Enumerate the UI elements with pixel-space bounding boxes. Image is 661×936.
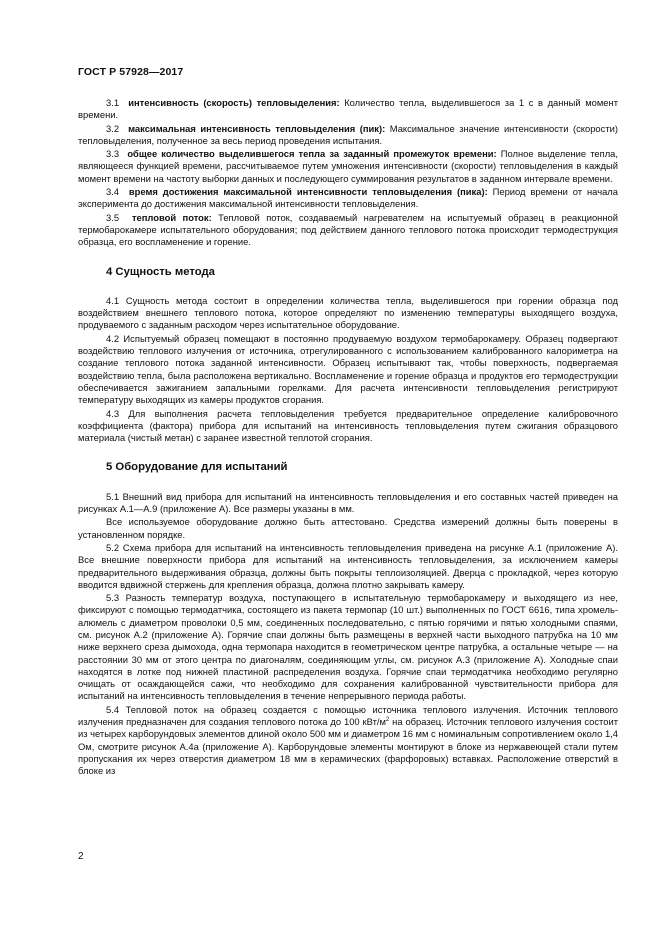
paragraph-4-2: 4.2 Испытуемый образец помещают в постоянно продуваемую воздухом термобарокамеру. Образец подвергают воздействию теплового излучения от источника, отрегулированного с использованием калиброванного калориметра на создание теплового потока заданной интенсивности. Образец испытывают так, чтобы поверхность, подвергаемая воздействию тепла, была расположена вертикально. Воспламенение и горение образца и продуктов его термодеструкции обеспечивается зажиганием запальными горелками. Для расчета интенсивности тепловыделения регистрируют температуру выходящих из камеры продуктов сгорания. [78, 332, 618, 406]
paragraph-5-4: 5.4 Тепловой поток на образец создается с помощью источника теплового излучения. Источник теплового излучения предназначен для создания теплового потока до 100 кВт/$м^2$ на образец. Источник теплового излучения состоит из четырех карборундовых элементов длиной около 500 мм и диаметром 16 мм с номинальным сопротивлением около 1,4 Ом, смотрите рисунок А.4а (приложение А). Карборундовые элементы монтируют в блоке из нержавеющей стали путем пропускания их через отверстия диаметром 18 мм в керамических (фарфоровых) вставках. Расположение отверстий в блоке из [78, 703, 618, 777]
paragraph-5-2: 5.2 Схема прибора для испытаний на интенсивность тепловыделения приведена на рисунке А.1 (приложение А). Все внешние поверхности прибора для испытаний на интенсивность тепловыделения, за исключением камеры предварительного выдерживания образца, должны быть покрыты теплоизоляцией. Дверца с прокладкой, через которую вводится вдвижной стержень для крепления образца, должна плотно закрывать камеру. [78, 541, 618, 590]
definition-term: интенсивность (скорость) тепловыделения: [128, 97, 340, 108]
definition-3-5: 3.5 тепловой поток: Тепловой поток, создаваемый нагревателем на испытуемый образец в реакционной термобарокамере испытательного оборудования; под действием данного теплового потока происходит термодеструкция образца, его воспламенение и горение. [78, 211, 618, 248]
definition-term: максимальная интенсивность тепловыделения (пик): [128, 122, 386, 134]
paragraph-5-1-b: Все используемое оборудование должно быть аттестовано. Средства измерений должны быть поверены в установленном порядке. [78, 516, 618, 540]
paragraph-5-3: 5.3 Разность температур воздуха, поступающего в испытательную термобарокамеру и выходящего из нее, фиксируют с помощью термодатчика, состоящего из пакета термопар (10 шт.) выполненных по ГОСТ 6616, типа хромель-алюмель с диаметром проволоки 0,5 мм, соединенных последовательно, с пятью горячими и пятью холодными спаями, см. рисунок А.2 (приложение А). Горячие спаи должны быть размещены в верхней части выходного патрубка на 10 мм ниже верхнего среза дымохода, одна термопара находится в геометрическом центре патрубка, а остальные четыре — на расстоянии 30 мм от этого центра по диагоналям, соединяющим углы, см. рисунок А.3 (приложение А). Холодные спаи находятся в лотке под нижней пластиной распределения воздуха. Горячие спаи термодатчика необходимо регулярно очищать от осаждающейся сажи, что необходимо для сохранения калиброванной чувствительности прибора для испытаний на интенсивность тепловыделения в течение непрерывного периода работы. [78, 592, 618, 702]
paragraph-5-1: 5.1 Внешний вид прибора для испытаний на интенсивность тепловыделения и его составных частей приведен на рисунках А.1—А.9 (приложение А). Все размеры указаны в мм. [78, 490, 618, 515]
definition-3-4: 3.4 время достижения максимальной интенсивности тепловыделения (пика): Период времени от начала эксперимента до достижения максимальной интенсивности тепловыделения. [78, 186, 618, 210]
page-number: 2 [78, 851, 84, 862]
definition-3-1: 3.1 интенсивность (скорость) тепловыделения: Количество тепла, выделившегося за 1 с в данный момент времени. [78, 97, 618, 121]
definition-term: тепловой поток: [131, 211, 212, 223]
section-4-heading: 4 Сущность метода [106, 265, 215, 278]
definition-3-3: 3.3 общее количество выделившегося тепла за заданный промежуток времени: Полное выделение тепла, являющееся функцией времени, рассчитываемое путем умножения интенсивности (скорости) тепловыделения в каждый момент времени на частоту выборки данных и последующего суммирования результатов в заданном интервале времени. [78, 148, 619, 184]
section-5-heading: 5 Оборудование для испытаний [106, 461, 288, 474]
paragraph-4-3: 4.3 Для выполнения расчета тепловыделения требуется предварительное определение калибровочного коэффициента (фактора) прибора для испытаний на интенсивность тепловыделения путем сжигания образцового материала (чистый метан) с заранее известной теплотой сгорания. [78, 407, 618, 444]
paragraph-4-1: 4.1 Сущность метода состоит в определении количества тепла, выделившегося при горении образца под воздействием внешнего теплового потока, которое определяют по изменению температуры выходящего воздуха, продуваемого с заданным расходом через испытательное оборудование. [78, 294, 618, 331]
document-header: ГОСТ Р 57928—2017 [78, 66, 184, 78]
definition-3-2: 3.2 максимальная интенсивность тепловыделения (пик): Максимальное значение интенсивности (скорости) тепловыделения, полученное за весь период проведения испытания. [78, 122, 618, 146]
definition-term: время достижения максимальной интенсивности тепловыделения (пика): [128, 186, 488, 198]
definition-term: общее количество выделившегося тепла за заданный промежуток времени: [127, 148, 497, 160]
page-content [78, 97, 618, 779]
